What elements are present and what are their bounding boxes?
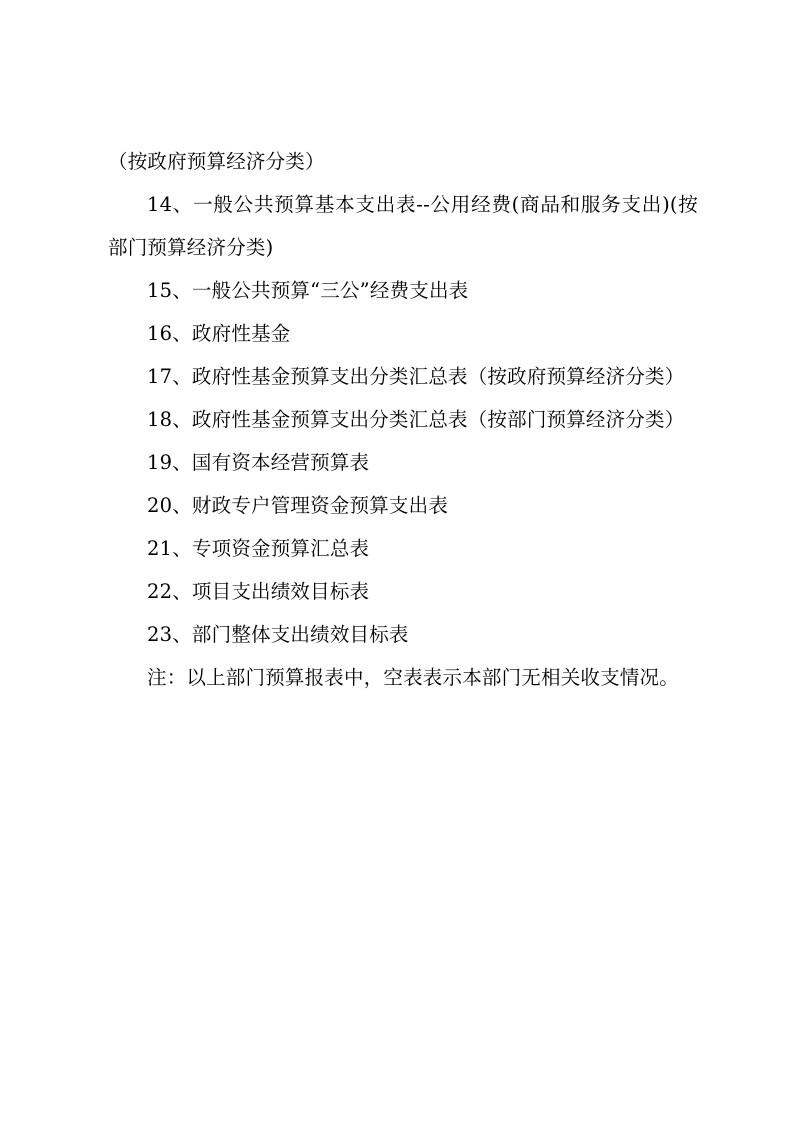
document-paragraph: 16、政府性基金 (147, 322, 291, 345)
document-paragraph: 21、专项资金预算汇总表 (147, 537, 370, 560)
document-paragraph: 注：以上部门预算报表中，空表表示本部门无相关收支情况。 (147, 666, 679, 689)
document-paragraph: 17、政府性基金预算支出分类汇总表（按政府预算经济分类） (147, 365, 685, 388)
document-paragraph: 19、国有资本经营预算表 (147, 451, 370, 474)
document-paragraph: 20、财政专户管理资金预算支出表 (147, 494, 449, 517)
document-paragraph: 22、项目支出绩效目标表 (147, 580, 370, 603)
document-body (108, 140, 698, 699)
document-paragraph: 18、政府性基金预算支出分类汇总表（按部门预算经济分类） (147, 408, 685, 431)
document-paragraph: （按政府预算经济分类） (108, 150, 325, 173)
document-paragraph: 23、部门整体支出绩效目标表 (147, 623, 409, 646)
document-paragraph: 15、一般公共预算“三公”经费支出表 (147, 279, 469, 302)
document-paragraph: 14、一般公共预算基本支出表--公用经费(商品和服务支出)(按部门预算经济分类) (108, 193, 698, 259)
